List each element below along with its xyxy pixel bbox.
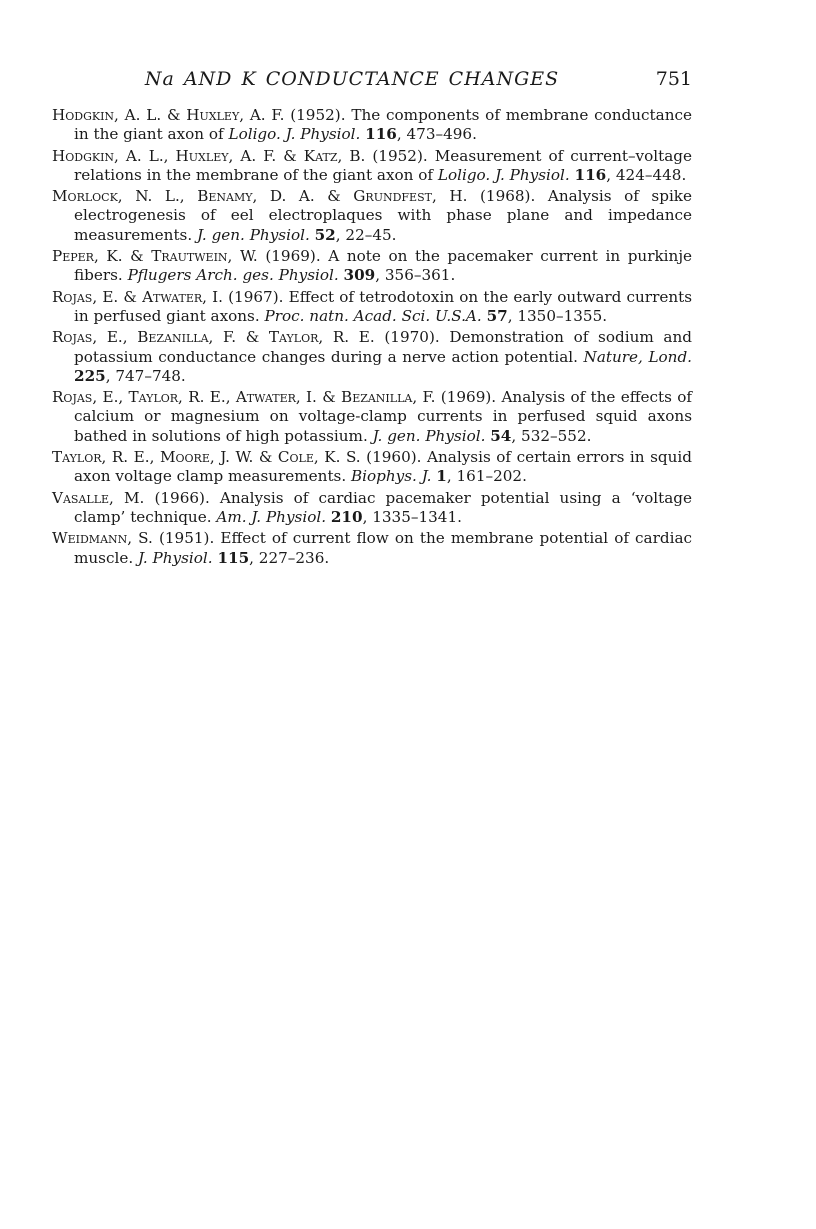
reference-text: (1968). Analysis of spike electrogenesis of eel electroplaques with phase plane and impedance measurements.	[74, 187, 692, 244]
reference-journal: Loligo. J. Physiol.	[228, 125, 361, 144]
reference-journal: Pflugers Arch. ges. Physiol.	[127, 266, 339, 285]
reference-journal: Loligo. J. Physiol.	[437, 165, 570, 184]
page-content	[52, 66, 692, 570]
reference-authors: Hodgkin, A. L. & Huxley, A. F.	[52, 106, 285, 124]
reference-pages: , 227–236.	[249, 548, 330, 567]
reference-volume: 210	[330, 507, 363, 526]
page-number: 751	[655, 68, 692, 90]
reference-item	[52, 529, 692, 568]
reference-journal: J. gen. Physiol.	[372, 426, 486, 445]
reference-item	[52, 106, 692, 145]
reference-authors: Peper, K. & Trautwein, W.	[52, 247, 258, 266]
reference-item	[52, 328, 692, 386]
reference-volume: 116	[365, 125, 397, 144]
reference-item	[52, 288, 692, 327]
reference-text: (1969). Analysis of the effects of calcium or magnesium on voltage-clamp currents in perfused squid axons bathed in solutions of high potassium.	[74, 388, 692, 445]
reference-pages: , 1350–1355.	[507, 306, 608, 325]
reference-pages: , 1335–1341.	[362, 507, 462, 526]
reference-volume: 225	[74, 366, 106, 385]
reference-journal: Nature, Lond.	[583, 347, 693, 366]
running-title: Na AND K CONDUCTANCE CHANGES	[144, 68, 560, 90]
reference-text: (1967). Effect of tetrodotoxin on the early outward currents in perfused giant axons.	[74, 287, 692, 325]
reference-authors: Rojas, E., Bezanilla, F. & Taylor, R. E.	[52, 328, 375, 347]
reference-pages: , 161–202.	[446, 467, 527, 486]
reference-text: (1952). Measurement of current–voltage relations in the membrane of the giant axon of	[74, 146, 693, 184]
reference-volume: 115	[217, 548, 250, 567]
reference-volume: 52	[314, 225, 336, 244]
reference-text: (1951). Effect of current flow on the membrane potential of cardiac muscle.	[74, 529, 693, 567]
reference-pages: , 747–748.	[105, 366, 186, 385]
reference-volume: 116	[574, 165, 607, 184]
reference-authors: Morlock, N. L., Benamy, D. A. & Grundfest, H.	[52, 187, 468, 206]
reference-text: (1966). Analysis of cardiac pacemaker potential using a ‘voltage clamp’ technique.	[74, 488, 692, 526]
reference-pages: , 22–45.	[335, 225, 397, 244]
reference-volume: 309	[343, 266, 376, 285]
reference-item	[52, 388, 692, 446]
reference-pages: , 473–496.	[396, 125, 477, 144]
reference-journal: J. gen. Physiol.	[197, 225, 310, 244]
running-header	[52, 66, 692, 106]
reference-pages: , 424–448.	[606, 165, 687, 184]
reference-journal: Proc. natn. Acad. Sci. U.S.A.	[264, 306, 482, 325]
reference-text: (1960). Analysis of certain errors in squid axon voltage clamp measurements.	[74, 448, 692, 486]
reference-item	[52, 147, 692, 186]
reference-item	[52, 489, 692, 528]
reference-text: (1952). The components of membrane conductance in the giant axon of	[74, 106, 692, 144]
reference-text: (1970). Demonstration of sodium and potassium conductance changes during a nerve action potential.	[74, 328, 692, 366]
reference-item	[52, 448, 692, 487]
reference-journal: Biophys. J.	[351, 467, 432, 486]
reference-journal: Am. J. Physiol.	[216, 507, 327, 526]
reference-journal: J. Physiol.	[137, 548, 213, 567]
reference-text: (1969). A note on the pacemaker current in purkinje fibers.	[74, 247, 693, 285]
reference-authors: Vasalle, M.	[52, 488, 145, 507]
reference-pages: , 356–361.	[375, 266, 456, 285]
reference-authors: Taylor, R. E., Moore, J. W. & Cole, K. S.	[52, 448, 361, 467]
reference-pages: , 532–552.	[511, 426, 592, 445]
reference-authors: Weidmann, S.	[52, 529, 153, 548]
reference-authors: Rojas, E., Taylor, R. E., Atwater, I. & Bezanilla, F.	[52, 388, 436, 407]
reference-volume: 57	[486, 306, 508, 325]
reference-item	[52, 247, 692, 286]
reference-list	[52, 106, 692, 568]
reference-authors: Rojas, E. & Atwater, I.	[52, 287, 223, 306]
reference-authors: Hodgkin, A. L., Huxley, A. F. & Katz, B.	[52, 146, 366, 165]
reference-volume: 54	[490, 426, 512, 445]
reference-item	[52, 187, 692, 245]
reference-volume: 1	[436, 467, 447, 486]
